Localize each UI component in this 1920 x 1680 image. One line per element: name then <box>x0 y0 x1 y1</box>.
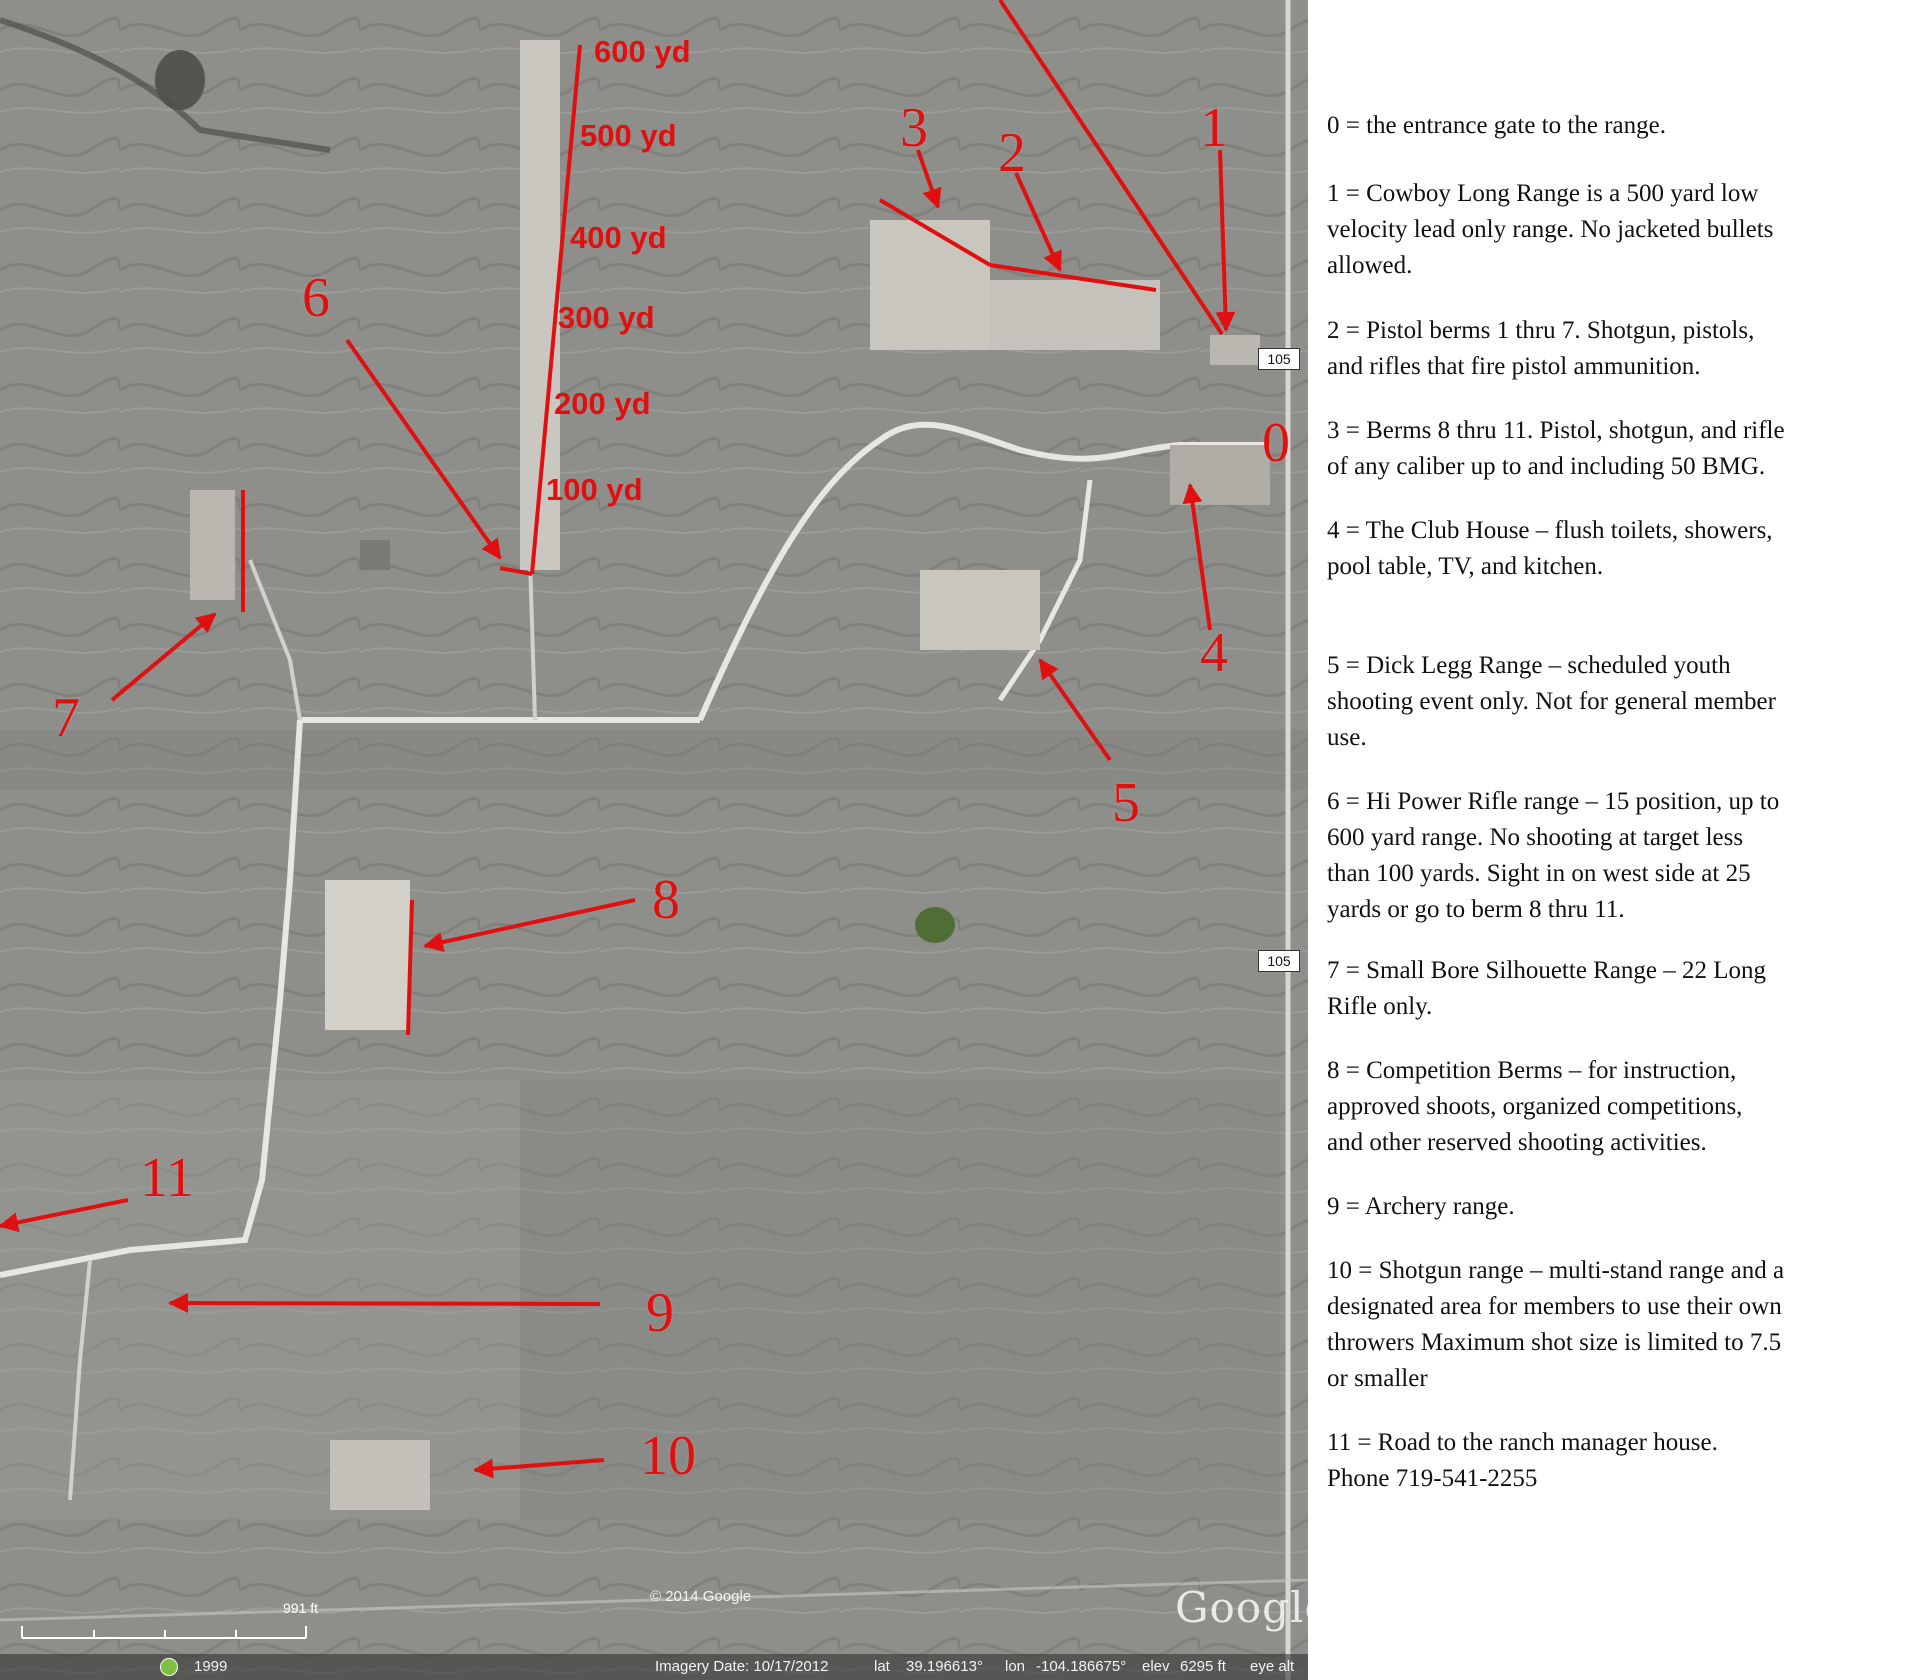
highway-shield-lower: 105 <box>1258 950 1300 972</box>
callout-11: 11 <box>140 1147 194 1209</box>
lat-value: 39.196613° <box>906 1658 983 1675</box>
status-bar <box>0 1654 1308 1680</box>
legend-item-0: 0 = the entrance gate to the range. <box>1327 112 1666 139</box>
distance-marker-100: 100 yd <box>546 472 643 507</box>
callout-3: 3 <box>900 97 928 159</box>
callout-10: 10 <box>640 1425 696 1487</box>
callout-1: 1 <box>1200 97 1228 159</box>
legend-item-10: 10 = Shotgun range – multi-stand range and a designated area for members to use their own throwers Maximum shot size is limited to 7.5 or smaller <box>1327 1257 1785 1392</box>
google-logo: Google <box>1175 1583 1331 1632</box>
highway-shield: 105 <box>1258 348 1300 370</box>
callout-7: 7 <box>52 687 80 749</box>
distance-marker-300: 300 yd <box>558 300 655 335</box>
map-copyright: © 2014 Google <box>650 1588 752 1605</box>
legend-item-7: 7 = Small Bore Silhouette Range – 22 Long Rifle only. <box>1327 957 1767 1020</box>
callout-9: 9 <box>646 1282 674 1344</box>
elev-label: elev <box>1142 1658 1170 1675</box>
callout-6: 6 <box>302 267 330 329</box>
distance-marker-600: 600 yd <box>594 34 691 69</box>
callout-8: 8 <box>652 869 680 931</box>
legend-item-3: 3 = Berms 8 thru 11. Pistol, shotgun, and rifle of any caliber up to and including 50 BMG. <box>1327 417 1785 480</box>
scale-bar-icon <box>20 1620 310 1642</box>
distance-marker-500: 500 yd <box>580 118 677 153</box>
legend-item-5: 5 = Dick Legg Range – scheduled youth shooting event only. Not for general member use. <box>1327 652 1776 751</box>
legend-item-6: 6 = Hi Power Rifle range – 15 position, up to 600 yard range. No shooting at target less than 100 yards. Sight in on west side at 25 yards or go to berm 8 thru 11. <box>1327 788 1780 923</box>
callout-4: 4 <box>1200 622 1228 684</box>
scale-label: 991 ft <box>283 1600 319 1616</box>
lat-label: lat <box>874 1658 890 1675</box>
distance-marker-400: 400 yd <box>570 220 667 255</box>
lon-value: -104.186675° <box>1036 1658 1127 1675</box>
legend-item-2: 2 = Pistol berms 1 thru 7. Shotgun, pistols, and rifles that fire pistol ammunition. <box>1327 317 1755 380</box>
eye-alt-label: eye alt <box>1250 1658 1295 1675</box>
tour-globe-icon[interactable] <box>160 1658 178 1676</box>
legend-item-4: 4 = The Club House – flush toilets, showers, pool table, TV, and kitchen. <box>1327 517 1773 580</box>
legend-item-8: 8 = Competition Berms – for instruction, approved shoots, organized competitions, and other reserved shooting activities. <box>1327 1057 1743 1156</box>
imagery-date: Imagery Date: 10/17/2012 <box>655 1658 829 1675</box>
elev-value: 6295 ft <box>1180 1658 1226 1675</box>
legend-item-11: 11 = Road to the ranch manager house. Phone 719-541-2255 <box>1327 1429 1718 1492</box>
legend-item-1: 1 = Cowboy Long Range is a 500 yard low velocity lead only range. No jacketed bullets allowed. <box>1327 180 1774 279</box>
lon-label: lon <box>1005 1658 1026 1675</box>
callout-2: 2 <box>998 122 1026 184</box>
callout-0: 0 <box>1262 412 1290 474</box>
tour-year[interactable]: 1999 <box>194 1658 228 1675</box>
legend-item-9: 9 = Archery range. <box>1327 1193 1515 1220</box>
callout-5: 5 <box>1112 772 1140 834</box>
distance-marker-200: 200 yd <box>554 386 651 421</box>
